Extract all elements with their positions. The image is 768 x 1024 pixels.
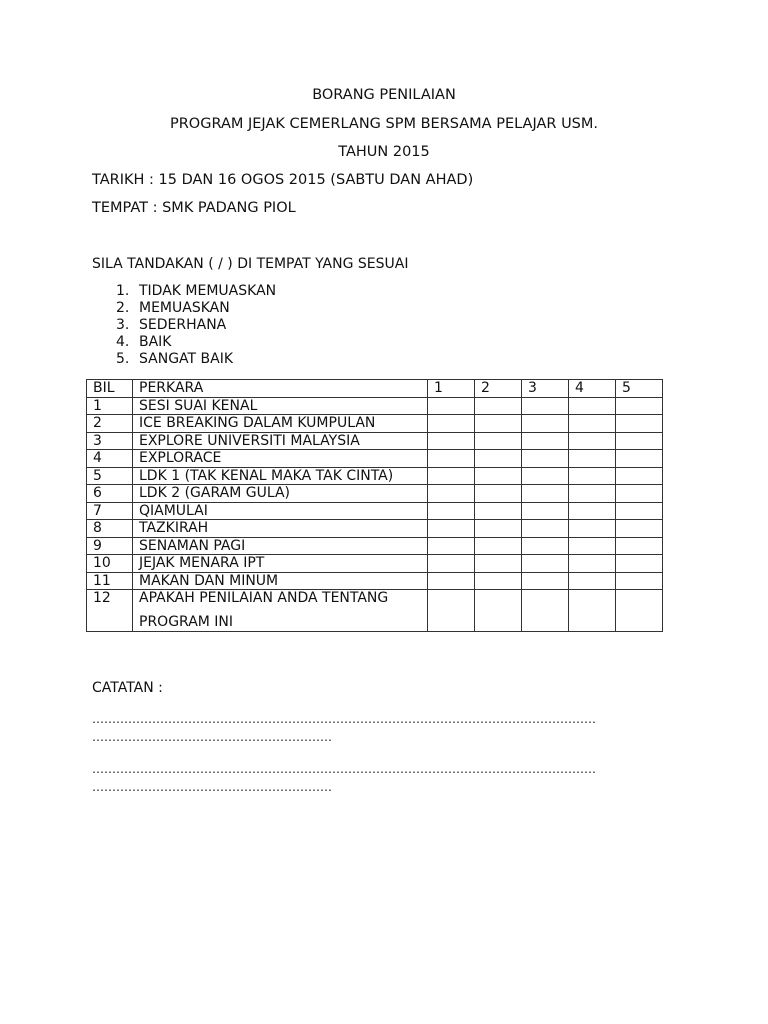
rating-table <box>86 379 663 632</box>
header-score-5: 5 <box>616 380 663 398</box>
score-cell-5[interactable] <box>616 572 663 590</box>
score-cell-3[interactable] <box>522 450 569 468</box>
score-cell-1[interactable] <box>428 537 475 555</box>
header-perkara: PERKARA <box>133 380 428 398</box>
scale-label: SANGAT BAIK <box>139 351 234 367</box>
row-bil: 12 <box>87 590 133 632</box>
score-cell-1[interactable] <box>428 415 475 433</box>
score-cell-4[interactable] <box>569 572 616 590</box>
score-cell-2[interactable] <box>475 397 522 415</box>
row-bil: 5 <box>87 467 133 485</box>
row-perkara-line1: APAKAH PENILAIAN ANDA TENTANG <box>139 590 389 606</box>
row-perkara: SENAMAN PAGI <box>133 537 428 555</box>
instruction-text: SILA TANDAKAN ( / ) DI TEMPAT YANG SESUAI <box>92 256 409 272</box>
score-cell-1[interactable] <box>428 467 475 485</box>
table-row <box>87 485 663 503</box>
scale-label: TIDAK MEMUASKAN <box>139 283 277 299</box>
score-cell-4[interactable] <box>569 415 616 433</box>
score-cell-4[interactable] <box>569 537 616 555</box>
row-perkara: LDK 2 (GARAM GULA) <box>133 485 428 503</box>
row-perkara: LDK 1 (TAK KENAL MAKA TAK CINTA) <box>133 467 428 485</box>
score-cell-1[interactable] <box>428 502 475 520</box>
row-perkara: JEJAK MENARA IPT <box>133 555 428 573</box>
score-cell-1[interactable] <box>428 572 475 590</box>
score-cell-5[interactable] <box>616 555 663 573</box>
row-perkara: ICE BREAKING DALAM KUMPULAN <box>133 415 428 433</box>
scale-item <box>116 317 276 334</box>
score-cell-4[interactable] <box>569 450 616 468</box>
score-cell-4[interactable] <box>569 485 616 503</box>
scale-label: BAIK <box>139 334 172 350</box>
score-cell-3[interactable] <box>522 537 569 555</box>
score-cell-3[interactable] <box>522 502 569 520</box>
score-cell-3[interactable] <box>522 467 569 485</box>
score-cell-1[interactable] <box>428 432 475 450</box>
score-cell-3[interactable] <box>522 555 569 573</box>
table-row <box>87 467 663 485</box>
row-bil: 8 <box>87 520 133 538</box>
score-cell-4[interactable] <box>569 502 616 520</box>
score-cell-4[interactable] <box>569 467 616 485</box>
score-cell-5[interactable] <box>616 537 663 555</box>
score-cell-3[interactable] <box>522 485 569 503</box>
notes-line-2a[interactable]: ……………………………………………………………………………………………………………… <box>92 762 596 776</box>
score-cell-1[interactable] <box>428 485 475 503</box>
row-perkara: EXPLORE UNIVERSITI MALAYSIA <box>133 432 428 450</box>
score-cell-3[interactable] <box>522 432 569 450</box>
score-cell-1[interactable] <box>428 397 475 415</box>
score-cell-4[interactable] <box>569 520 616 538</box>
score-cell-2[interactable] <box>475 590 522 632</box>
header-bil: BIL <box>87 380 133 398</box>
table-row <box>87 450 663 468</box>
score-cell-4[interactable] <box>569 555 616 573</box>
score-cell-2[interactable] <box>475 432 522 450</box>
notes-label: CATATAN : <box>92 680 163 696</box>
score-cell-2[interactable] <box>475 467 522 485</box>
row-perkara <box>133 590 428 632</box>
scale-number: 3. <box>116 317 130 333</box>
score-cell-2[interactable] <box>475 502 522 520</box>
score-cell-5[interactable] <box>616 467 663 485</box>
row-perkara: QIAMULAI <box>133 502 428 520</box>
scale-number: 1. <box>116 283 130 299</box>
score-cell-3[interactable] <box>522 572 569 590</box>
scale-item <box>116 334 276 351</box>
score-cell-5[interactable] <box>616 502 663 520</box>
header-score-2: 2 <box>475 380 522 398</box>
score-cell-2[interactable] <box>475 415 522 433</box>
score-cell-2[interactable] <box>475 537 522 555</box>
program-date: TARIKH : 15 DAN 16 OGOS 2015 (SABTU DAN AHAD) <box>92 172 474 188</box>
score-cell-2[interactable] <box>475 555 522 573</box>
score-cell-4[interactable] <box>569 432 616 450</box>
notes-line-1b[interactable]: …………………………………………………… <box>92 730 332 744</box>
row-bil: 1 <box>87 397 133 415</box>
score-cell-5[interactable] <box>616 415 663 433</box>
score-cell-5[interactable] <box>616 520 663 538</box>
scale-number: 4. <box>116 334 130 350</box>
row-bil: 9 <box>87 537 133 555</box>
table-row <box>87 590 663 632</box>
score-cell-5[interactable] <box>616 450 663 468</box>
table-header-row <box>87 380 663 398</box>
score-cell-2[interactable] <box>475 520 522 538</box>
table-row <box>87 520 663 538</box>
score-cell-2[interactable] <box>475 572 522 590</box>
score-cell-4[interactable] <box>569 397 616 415</box>
scale-label: MEMUASKAN <box>139 300 230 316</box>
scale-number: 5. <box>116 351 130 367</box>
row-perkara: EXPLORACE <box>133 450 428 468</box>
row-bil: 6 <box>87 485 133 503</box>
table-row <box>87 572 663 590</box>
score-cell-5[interactable] <box>616 397 663 415</box>
rating-scale-list <box>116 283 276 368</box>
row-bil: 7 <box>87 502 133 520</box>
score-cell-5[interactable] <box>616 432 663 450</box>
row-bil: 10 <box>87 555 133 573</box>
table-row <box>87 555 663 573</box>
row-bil: 2 <box>87 415 133 433</box>
table-row <box>87 432 663 450</box>
score-cell-5[interactable] <box>616 590 663 632</box>
header-score-3: 3 <box>522 380 569 398</box>
row-perkara: TAZKIRAH <box>133 520 428 538</box>
row-perkara: MAKAN DAN MINUM <box>133 572 428 590</box>
score-cell-3[interactable] <box>522 520 569 538</box>
program-year: TAHUN 2015 <box>338 144 430 160</box>
scale-number: 2. <box>116 300 130 316</box>
row-perkara-line2: PROGRAM INI <box>139 614 234 630</box>
table-row <box>87 537 663 555</box>
table-row <box>87 397 663 415</box>
header-score-1: 1 <box>428 380 475 398</box>
row-bil: 4 <box>87 450 133 468</box>
score-cell-1[interactable] <box>428 555 475 573</box>
notes-line-1a[interactable]: ……………………………………………………………………………………………………………… <box>92 712 596 726</box>
score-cell-1[interactable] <box>428 590 475 632</box>
scale-label: SEDERHANA <box>139 317 227 333</box>
scale-item <box>116 351 276 368</box>
score-cell-2[interactable] <box>475 450 522 468</box>
table-row <box>87 502 663 520</box>
program-venue: TEMPAT : SMK PADANG PIOL <box>92 200 296 216</box>
score-cell-3[interactable] <box>522 590 569 632</box>
program-title: PROGRAM JEJAK CEMERLANG SPM BERSAMA PELAJAR USM. <box>169 116 599 132</box>
notes-line-2b[interactable]: …………………………………………………… <box>92 780 332 794</box>
score-cell-5[interactable] <box>616 485 663 503</box>
row-bil: 3 <box>87 432 133 450</box>
score-cell-3[interactable] <box>522 415 569 433</box>
score-cell-2[interactable] <box>475 485 522 503</box>
score-cell-4[interactable] <box>569 590 616 632</box>
form-title: BORANG PENILAIAN <box>312 87 456 103</box>
row-bil: 11 <box>87 572 133 590</box>
table-row <box>87 415 663 433</box>
row-perkara: SESI SUAI KENAL <box>133 397 428 415</box>
score-cell-1[interactable] <box>428 520 475 538</box>
score-cell-1[interactable] <box>428 450 475 468</box>
scale-item <box>116 283 276 300</box>
header-score-4: 4 <box>569 380 616 398</box>
score-cell-3[interactable] <box>522 397 569 415</box>
scale-item <box>116 300 276 317</box>
